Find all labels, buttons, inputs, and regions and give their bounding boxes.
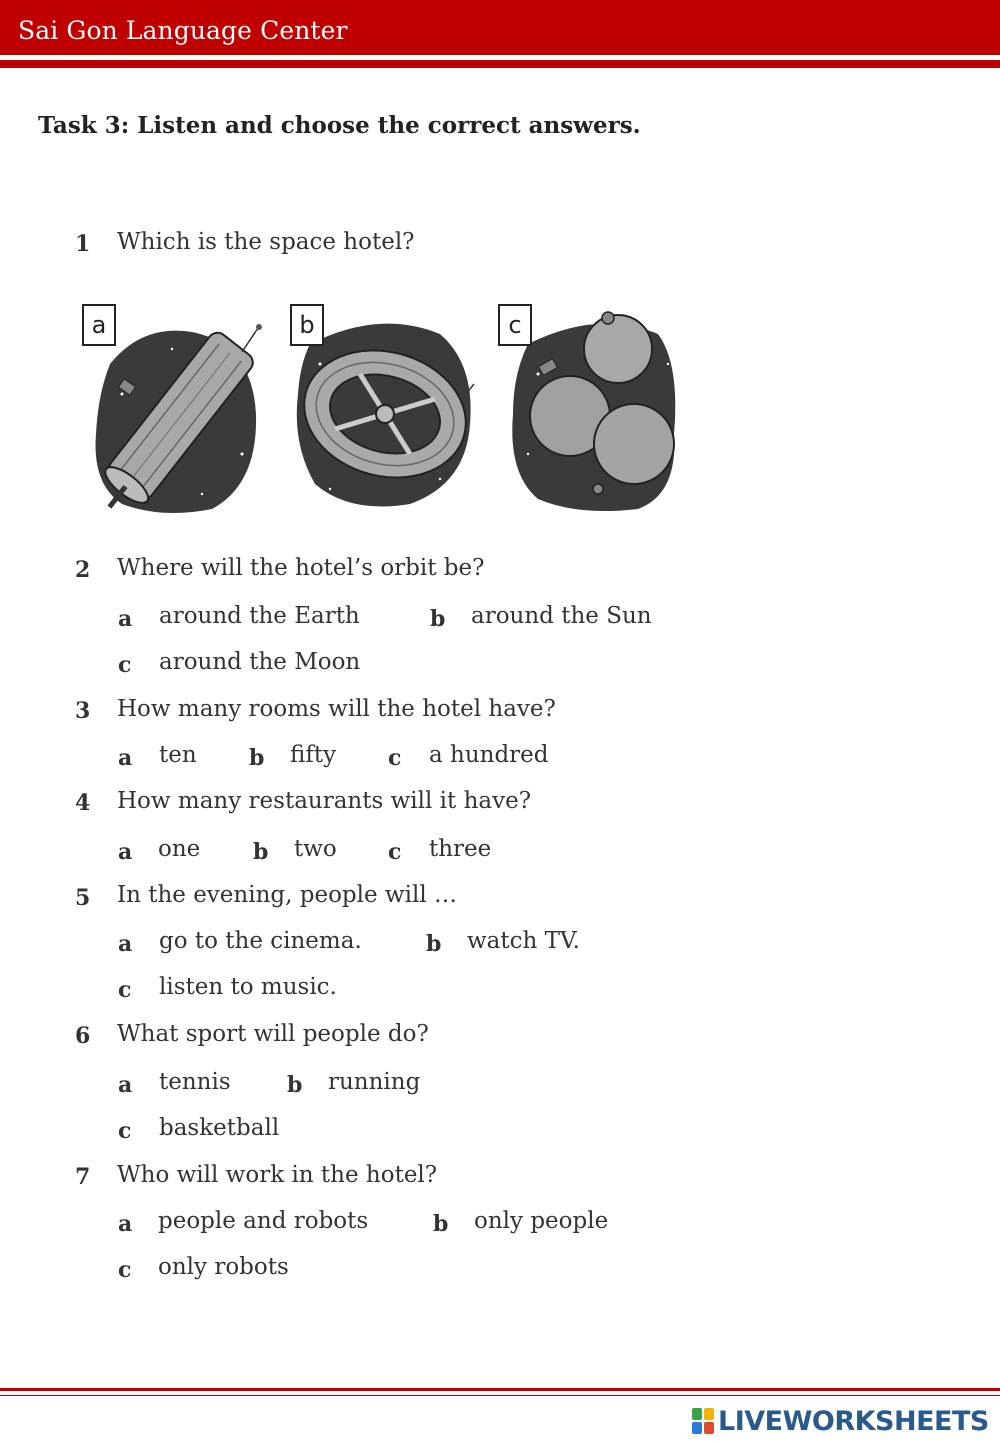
question-6-option-a-text[interactable]: tennis bbox=[159, 1069, 231, 1095]
logo-tile-e bbox=[704, 1422, 714, 1434]
picture-label-c: c bbox=[498, 304, 532, 346]
question-2-option-a-text[interactable]: around the Earth bbox=[159, 603, 360, 629]
question-2-option-c-letter[interactable]: c bbox=[118, 652, 132, 678]
question-3-option-c-letter[interactable]: c bbox=[388, 745, 402, 771]
question-6-option-c-letter[interactable]: c bbox=[118, 1118, 132, 1144]
question-5-option-b-letter[interactable]: b bbox=[426, 931, 442, 957]
question-4-option-c-letter[interactable]: c bbox=[388, 839, 402, 865]
question-1-number: 1 bbox=[75, 231, 91, 257]
question-4-option-b-letter[interactable]: b bbox=[253, 839, 269, 865]
question-6-option-c-text[interactable]: basketball bbox=[159, 1115, 280, 1141]
logo-tile-l bbox=[692, 1408, 702, 1420]
question-5-option-a-text[interactable]: go to the cinema. bbox=[159, 928, 362, 954]
question-7-number: 7 bbox=[75, 1164, 91, 1190]
question-7-option-b-letter[interactable]: b bbox=[433, 1211, 449, 1237]
question-4-text: How many restaurants will it have? bbox=[117, 788, 532, 814]
question-2-option-b-letter[interactable]: b bbox=[430, 606, 446, 632]
question-5-option-c-letter[interactable]: c bbox=[118, 977, 132, 1003]
question-2-option-b-text[interactable]: around the Sun bbox=[471, 603, 652, 629]
question-4-number: 4 bbox=[75, 790, 91, 816]
footer-divider-thin bbox=[0, 1395, 1000, 1396]
question-1-text: Which is the space hotel? bbox=[117, 229, 415, 255]
liveworksheets-logo[interactable] bbox=[692, 1404, 989, 1438]
picture-option-c[interactable] bbox=[498, 304, 683, 516]
question-3-option-a-text[interactable]: ten bbox=[159, 742, 197, 768]
question-7-option-c-letter[interactable]: c bbox=[118, 1257, 132, 1283]
question-6-number: 6 bbox=[75, 1023, 91, 1049]
picture-option-a[interactable] bbox=[82, 304, 262, 516]
question-3-option-c-text[interactable]: a hundred bbox=[429, 742, 549, 768]
question-5-option-c-text[interactable]: listen to music. bbox=[159, 974, 337, 1000]
question-7-option-c-text[interactable]: only robots bbox=[158, 1254, 289, 1280]
liveworksheets-icon bbox=[692, 1408, 714, 1434]
question-3-text: How many rooms will the hotel have? bbox=[117, 696, 556, 722]
header-divider bbox=[0, 60, 1000, 68]
question-5-option-b-text[interactable]: watch TV. bbox=[467, 928, 580, 954]
logo-tile-v bbox=[692, 1422, 702, 1434]
question-5-number: 5 bbox=[75, 885, 91, 911]
question-6-option-a-letter[interactable]: a bbox=[118, 1072, 133, 1098]
question-6-option-b-text[interactable]: running bbox=[328, 1069, 421, 1095]
task-title: Task 3: Listen and choose the correct answers. bbox=[38, 112, 641, 139]
question-4-option-b-text[interactable]: two bbox=[294, 836, 337, 862]
liveworksheets-logo-text: LIVEWORKSHEETS bbox=[718, 1405, 989, 1437]
question-7-option-b-text[interactable]: only people bbox=[474, 1208, 609, 1234]
picture-label-b: b bbox=[290, 304, 324, 346]
question-4-option-c-text[interactable]: three bbox=[429, 836, 492, 862]
logo-tile-i bbox=[704, 1408, 714, 1420]
question-4-option-a-text[interactable]: one bbox=[158, 836, 201, 862]
question-3-option-b-text[interactable]: fifty bbox=[290, 742, 337, 768]
question-2-option-a-letter[interactable]: a bbox=[118, 606, 133, 632]
question-4-option-a-letter[interactable]: a bbox=[118, 839, 133, 865]
footer-divider bbox=[0, 1388, 1000, 1391]
question-6-text: What sport will people do? bbox=[117, 1021, 429, 1047]
picture-option-b[interactable] bbox=[290, 304, 480, 510]
question-3-number: 3 bbox=[75, 698, 91, 724]
question-6-option-b-letter[interactable]: b bbox=[287, 1072, 303, 1098]
picture-label-a: a bbox=[82, 304, 116, 346]
question-7-option-a-text[interactable]: people and robots bbox=[158, 1208, 369, 1234]
question-7-option-a-letter[interactable]: a bbox=[118, 1211, 133, 1237]
question-5-text: In the evening, people will … bbox=[117, 882, 457, 908]
question-2-option-c-text[interactable]: around the Moon bbox=[159, 649, 361, 675]
question-2-text: Where will the hotel’s orbit be? bbox=[117, 555, 485, 581]
question-7-text: Who will work in the hotel? bbox=[117, 1162, 438, 1188]
question-5-option-a-letter[interactable]: a bbox=[118, 931, 133, 957]
question-3-option-a-letter[interactable]: a bbox=[118, 745, 133, 771]
question-2-number: 2 bbox=[75, 557, 91, 583]
center-name: Sai Gon Language Center bbox=[18, 16, 348, 45]
question-3-option-b-letter[interactable]: b bbox=[249, 745, 265, 771]
